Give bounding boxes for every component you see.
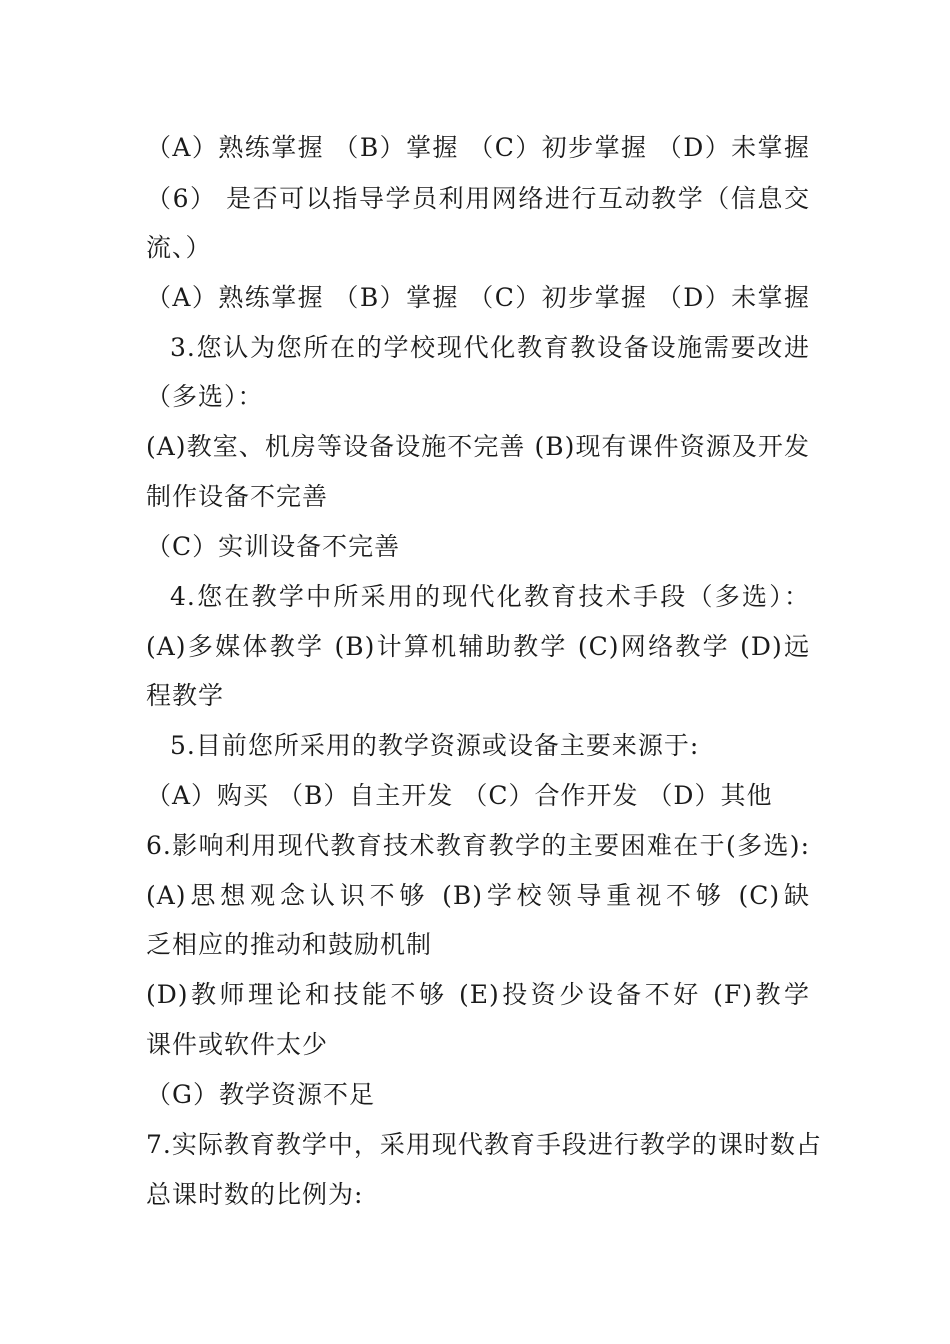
option-line-continuation: 程教学 [146, 681, 225, 710]
question-line-continuation: 总课时数的比例为: [146, 1180, 364, 1209]
question-line: 3.您认为您所在的学校现代化教育教设备设施需要改进 [170, 333, 810, 362]
option-line: (A)教室、机房等设备设施不完善 (B)现有课件资源及开发 [146, 432, 810, 461]
option-line: （A）熟练掌握 （B）掌握 （C）初步掌握 （D）未掌握 [146, 283, 810, 312]
question-line: 5.目前您所采用的教学资源或设备主要来源于: [170, 731, 700, 760]
option-line-continuation: 乏相应的推动和鼓励机制 [146, 930, 433, 959]
option-line-continuation: 制作设备不完善 [146, 482, 329, 511]
option-line: （C）实训设备不完善 [146, 532, 401, 561]
question-line: 4.您在教学中所采用的现代化教育技术手段（多选）： [170, 582, 810, 611]
option-line: （A）购买 （B）自主开发 （C）合作开发 （D）其他 [146, 781, 773, 810]
option-line: (A)思想观念认识不够 (B)学校领导重视不够 (C)缺 [146, 881, 810, 910]
option-line: (D)教师理论和技能不够 (E)投资少设备不好 (F)教学 [146, 980, 810, 1009]
question-line: 7.实际教育教学中，采用现代教育手段进行教学的课时数占 [146, 1130, 822, 1159]
question-line: （6） 是否可以指导学员利用网络进行互动教学（信息交 [146, 184, 810, 213]
option-line: （A）熟练掌握 （B）掌握 （C）初步掌握 （D）未掌握 [146, 133, 810, 162]
question-line: 6.影响利用现代教育技术教育教学的主要困难在于(多选): [146, 831, 810, 860]
option-line: (A)多媒体教学 (B)计算机辅助教学 (C)网络教学 (D)远 [146, 632, 810, 661]
option-line: （G）教学资源不足 [146, 1080, 375, 1109]
option-line-continuation: 课件或软件太少 [146, 1030, 329, 1059]
question-line-continuation: 流、） [146, 233, 212, 262]
question-line-continuation: （多选）： [146, 382, 264, 411]
